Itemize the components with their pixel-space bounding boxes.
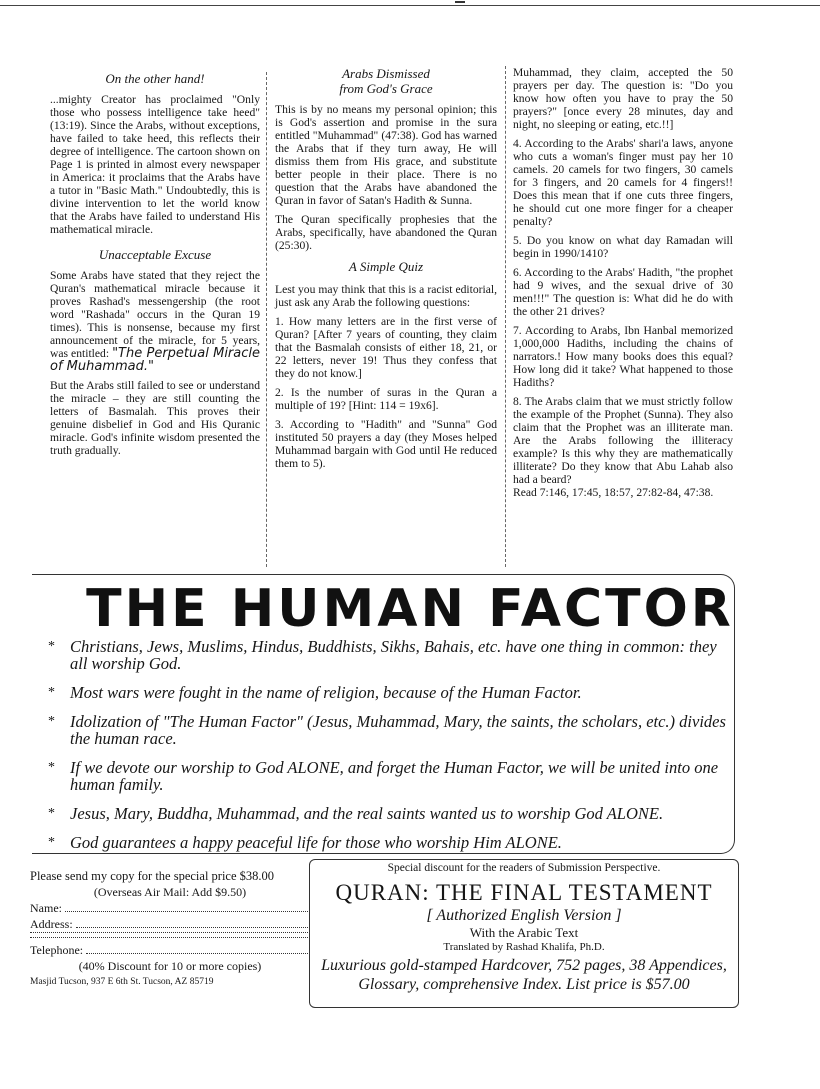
col2-paragraph-3: Lest you may think that this is a racist editorial, just ask any Arab the following questions:: [275, 283, 497, 309]
address-field[interactable]: [30, 916, 310, 932]
bullet-asterisk: *: [48, 835, 55, 850]
human-factor-title: THE HUMAN FACTOR: [86, 579, 734, 639]
quiz-question-3: 3. According to "Hadith" and "Sunna" God instituted 50 prayers a day (they Moses helped Muhammad bargain with God until He reduced them to 5).: [275, 418, 497, 470]
ad-book-title: QURAN: THE FINAL TESTAMENT: [335, 880, 713, 905]
human-factor-list: [48, 638, 738, 863]
quiz-question-7: 7. According to Arabs, Ibn Hanbal memorized 1,000,000 Hadiths, including the chains of narrators.! How many books does this equal? How long did it take? What happened to those Hadiths?: [513, 324, 733, 389]
order-overseas-line: (Overseas Air Mail: Add $9.50): [93, 885, 247, 899]
column-3: [513, 66, 733, 505]
quran-references: Read 7:146, 17:45, 18:57, 27:82-84, 47:38.: [513, 486, 714, 499]
quiz-question-4: 4. According to the Arabs' shari'a laws, anyone who cuts a woman's finger must pay her 10 camels. 20 camels for two fingers, 30 camels for 3 fingers, and 20 camels for 4 fingers!! Does this mean that if one cuts three fingers, he should cut one more finger for a cheaper penalty?: [513, 137, 733, 228]
heading-unacceptable-excuse: Unacceptable Excuse: [98, 247, 212, 262]
quiz-question-6: 6. According to the Arabs' Hadith, "the prophet had 9 wives, and the sexual drive of 30 men!!!" The question is: What did he do with the other 21 drives?: [513, 266, 733, 318]
col2-paragraph-2: The Quran specifically prophesies that the Arabs, specifically, have abandoned the Quran (25:30).: [275, 213, 497, 252]
col1-paragraph-2: [50, 269, 260, 373]
human-factor-item-text: Most wars were fought in the name of religion, because of the Human Factor.: [70, 683, 582, 702]
col1-paragraph-2-text: Some Arabs have stated that they reject the Quran's mathematical miracle because it proves Rashad's messengership (the root word "Rashada" occurs in the Quran 19 times). This is nonsense, because my first announcement of the miracle, for 5 years, was entitled:: [50, 269, 260, 360]
top-rule: [0, 5, 820, 6]
ad-arabic-text-line: With the Arabic Text: [469, 925, 579, 940]
mailing-address: Masjid Tucson, 937 E 6th St. Tucson, AZ 85719: [30, 977, 214, 987]
human-factor-item: [48, 805, 738, 822]
human-factor-item: [48, 759, 738, 793]
human-factor-item: [48, 834, 738, 851]
telephone-field[interactable]: [30, 942, 310, 958]
human-factor-item-text: Jesus, Mary, Buddha, Muhammad, and the real saints wanted us to worship God ALONE.: [70, 804, 664, 823]
address-blank[interactable]: [76, 916, 310, 928]
quiz-question-2: 2. Is the number of suras in the Quran a multiple of 19? [Hint: 114 = 19x6].: [275, 386, 497, 412]
ad-description: Luxurious gold-stamped Hardcover, 752 pages, 38 Appendices, Glossary, comprehensive Index. List price is $57.00: [321, 957, 727, 993]
name-blank[interactable]: [65, 900, 310, 912]
column-1: [50, 72, 260, 463]
address-label: Address:: [30, 917, 73, 931]
ad-discount-line: Special discount for the readers of Submission Perspective.: [387, 862, 661, 874]
heading-on-the-other-hand: On the other hand!: [105, 71, 205, 86]
col2-paragraph-1: This is by no means my personal opinion; this is God's assertion and promise in the sura entitled "Muhammad" (47:38). God has warned the Arabs that if they turn away, He will dismiss them from His grace, and substitute better people in their place. There is no question that the Arabs have abandoned the Quran in favor of Satan's Hadith & Sunna.: [275, 103, 497, 207]
column-2: [275, 66, 497, 476]
heading-simple-quiz: A Simple Quiz: [348, 259, 424, 274]
quiz-question-5: 5. Do you know on what day Ramadan will begin in 1990/1410?: [513, 234, 733, 260]
heading-arabs-dismissed: [275, 66, 497, 96]
order-form: [30, 868, 310, 990]
top-mark: [455, 1, 465, 3]
address-blank-2[interactable]: [30, 932, 310, 933]
heading-arabs-dismissed-line2: from God's Grace: [339, 81, 433, 96]
bullet-asterisk: *: [48, 760, 55, 775]
human-factor-item: [48, 684, 738, 701]
col1-paragraph-1: ...mighty Creator has proclaimed "Only those who possess intelligence take heed" (13:19). Since the Arabs, without exceptions, have failed to take heed, this reflects their degree of intelligence. The cartoon shown on Page 1 is printed in almost every newspaper in America: it proclaims that the Arabs have a tutor in "Basic Math." Undoubtedly, this is divine intervention to let the world know that the Arabs have failed to understand His mathematical miracle.: [50, 93, 260, 236]
ad-subtitle: [ Authorized English Version ]: [426, 907, 622, 924]
human-factor-item-text: God guarantees a happy peaceful life for those who worship Him ALONE.: [70, 833, 562, 852]
bullet-asterisk: *: [48, 639, 55, 654]
heading-arabs-dismissed-line1: Arabs Dismissed: [342, 66, 430, 81]
bullet-asterisk: *: [48, 806, 55, 821]
bullet-asterisk: *: [48, 685, 55, 700]
quiz-question-1: 1. How many letters are in the first verse of Quran? [After 7 years of counting, they claim that the Basmalah consists of either 18, 21, or 22 letters, never 19! Thus they confess that they do not know.]: [275, 315, 497, 380]
human-factor-item-text: Christians, Jews, Muslims, Hindus, Buddhists, Sikhs, Bahais, etc. have one thing in common: they all worship God.: [70, 637, 717, 673]
col1-paragraph-3: But the Arabs still failed to see or understand the miracle – they are still counting the letters of Basmalah. This proves their genuine disbelief in God and His Quranic miracle. God's infinite wisdom presented the truth gradually.: [50, 379, 260, 457]
quiz-question-8: 8. The Arabs claim that we must strictly follow the example of the Prophet (Sunna). They also claim that the Prophet was an illiterate man. Are the Arabs following the illiteracy example? Is this why they are mathematically illiterate? Do they know that Abu Lahab also had a beard?: [513, 395, 733, 486]
order-price-line: Please send my copy for the special price $38.00: [30, 869, 275, 883]
bullet-asterisk: *: [48, 714, 55, 729]
col1-miracle-title: "The Perpetual Miracle of Muhammad.": [50, 346, 260, 374]
ad-translator-line: Translated by Rashad Khalifa, Ph.D.: [443, 941, 605, 953]
telephone-label: Telephone:: [30, 943, 84, 957]
col3-paragraph-1: Muhammad, they claim, accepted the 50 prayers per day. The question is: "Do you know how often you have to pray the 50 prayers?" [once every 28 minutes, day and night, no sleeping or eating, etc.!!]: [513, 66, 733, 131]
telephone-blank[interactable]: [86, 942, 310, 954]
human-factor-item: [48, 638, 738, 672]
bulk-discount-line: (40% Discount for 10 or more copies): [78, 959, 262, 973]
human-factor-item: [48, 713, 738, 747]
human-factor-item-text: If we devote our worship to God ALONE, and forget the Human Factor, we will be united into one human family.: [70, 758, 719, 794]
name-field[interactable]: [30, 900, 310, 916]
name-label: Name:: [30, 901, 62, 915]
book-advertisement: [309, 859, 739, 1008]
column-divider-1: [266, 72, 267, 567]
human-factor-item-text: Idolization of "The Human Factor" (Jesus, Muhammad, Mary, the saints, the scholars, etc.) divides the human race.: [70, 712, 726, 748]
address-blank-3[interactable]: [30, 937, 310, 938]
column-divider-2: [505, 66, 506, 567]
